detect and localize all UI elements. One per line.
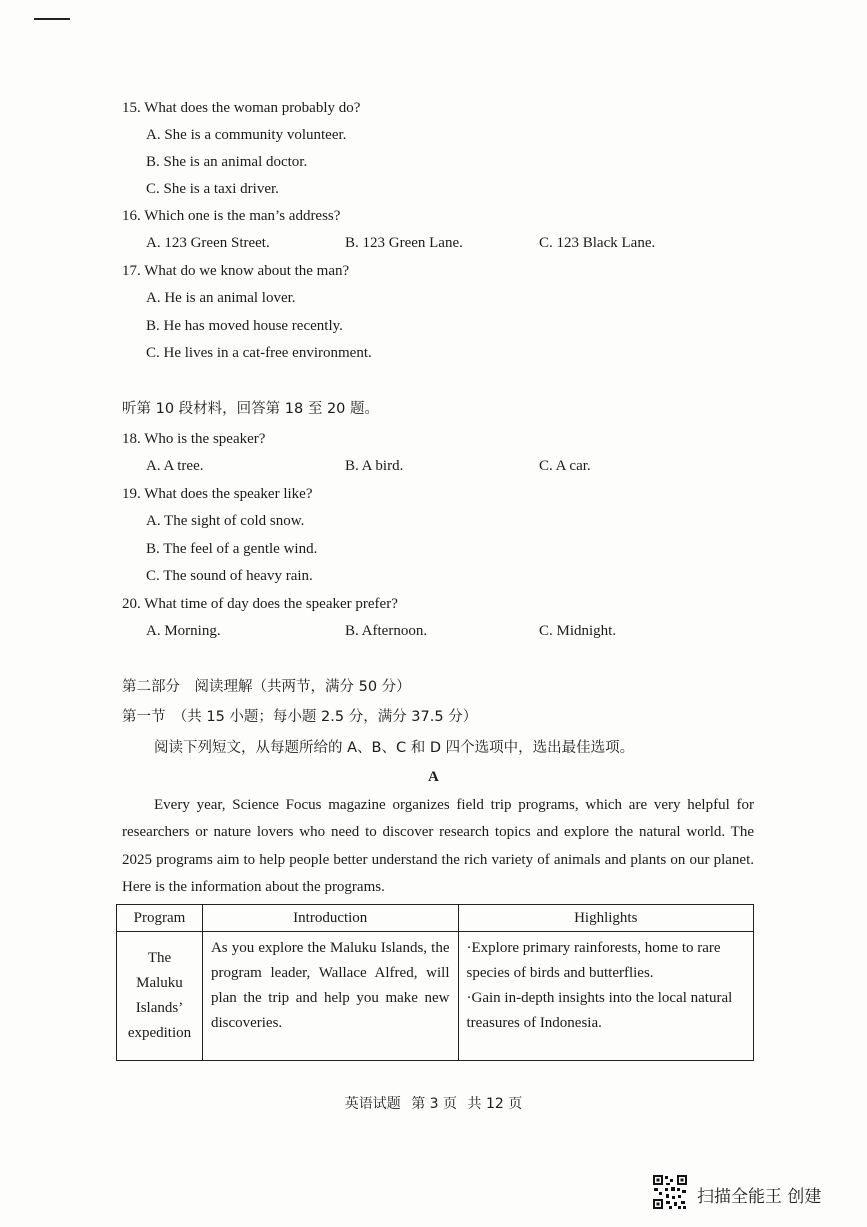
question-18-option-b: B. A bird.	[345, 458, 404, 474]
passage-paragraph: Every year, Science Focus magazine organizes field trip programs, which are very helpful for researchers or nature lovers who need to discover research topics and explore the natural world. The 2025 programs aim to help people better understand the rich variety of animals and plants on our planet. Here is the information about the programs.	[122, 797, 754, 895]
passage-letter: A	[428, 769, 439, 785]
question-20-option-a: A. Morning.	[146, 623, 221, 639]
section-10-instruction: 听第 10 段材料，回答第 18 至 20 题。	[122, 401, 380, 417]
question-17-option-c: C. He lives in a cat-free environment.	[146, 345, 372, 361]
question-15-stem: 15. What does the woman probably do?	[122, 100, 361, 116]
footer-subject: 英语试题	[344, 1096, 401, 1112]
programs-table	[116, 904, 754, 1061]
table-header-row	[117, 905, 754, 932]
question-18-option-c: C. A car.	[539, 458, 591, 474]
question-18-stem: 18. Who is the speaker?	[122, 431, 266, 447]
program-name-line: The	[147, 950, 172, 966]
question-19-option-a: A. The sight of cold snow.	[146, 513, 305, 529]
table-header-program: Program	[117, 905, 203, 932]
highlight-item: ·Gain in-depth insights into the local natural treasures of Indonesia.	[466, 990, 733, 1031]
program-name-line: Islands’	[135, 1000, 184, 1016]
section-1-heading: 第一节 （共 15 小题；每小题 2.5 分，满分 37.5 分）	[122, 709, 478, 725]
question-16-option-b: B. 123 Green Lane.	[345, 235, 463, 251]
reading-instruction: 阅读下列短文，从每题所给的 A、B、C 和 D 四个选项中，选出最佳选项。	[154, 740, 635, 756]
question-16-stem: 16. Which one is the man’s address?	[122, 208, 341, 224]
question-17-option-a: A. He is an animal lover.	[146, 290, 296, 306]
question-20-option-b: B. Afternoon.	[345, 623, 428, 639]
question-16-option-c: C. 123 Black Lane.	[539, 235, 656, 251]
question-15-option-c: C. She is a taxi driver.	[146, 181, 279, 197]
question-20-stem: 20. What time of day does the speaker prefer?	[122, 596, 398, 612]
question-20-option-c: C. Midnight.	[539, 623, 617, 639]
part-2-heading: 第二部分 阅读理解（共两节，满分 50 分）	[122, 679, 411, 695]
footer-page-number: 第 3 页	[411, 1096, 458, 1112]
program-name-line: expedition	[127, 1025, 192, 1041]
qr-code-icon	[652, 1174, 688, 1210]
table-header-introduction: Introduction	[202, 905, 458, 932]
program-name-line: Maluku	[136, 975, 183, 991]
question-19-option-b: B. The feel of a gentle wind.	[146, 541, 318, 557]
introduction-cell: As you explore the Maluku Islands, the program leader, Wallace Alfred, will plan the trip and help you make new discoveries.	[202, 932, 458, 1061]
question-19-stem: 19. What does the speaker like?	[122, 486, 313, 502]
footer-total-pages: 共 12 页	[467, 1096, 523, 1112]
program-name-cell	[117, 932, 203, 1061]
corner-mark	[34, 18, 70, 20]
highlight-item: ·Explore primary rainforests, home to rare species of birds and butterflies.	[466, 940, 721, 981]
highlights-cell	[458, 932, 753, 1061]
question-16-option-a: A. 123 Green Street.	[146, 235, 270, 251]
question-17-stem: 17. What do we know about the man?	[122, 263, 350, 279]
table-row	[117, 932, 754, 1061]
question-17-option-b: B. He has moved house recently.	[146, 318, 343, 334]
question-18-option-a: A. A tree.	[146, 458, 204, 474]
table-header-highlights: Highlights	[458, 905, 753, 932]
question-15-option-b: B. She is an animal doctor.	[146, 154, 308, 170]
question-15-option-a: A. She is a community volunteer.	[146, 127, 347, 143]
page-footer	[0, 1093, 867, 1113]
question-19-option-c: C. The sound of heavy rain.	[146, 568, 313, 584]
watermark-text: 扫描全能王 创建	[697, 1187, 822, 1207]
